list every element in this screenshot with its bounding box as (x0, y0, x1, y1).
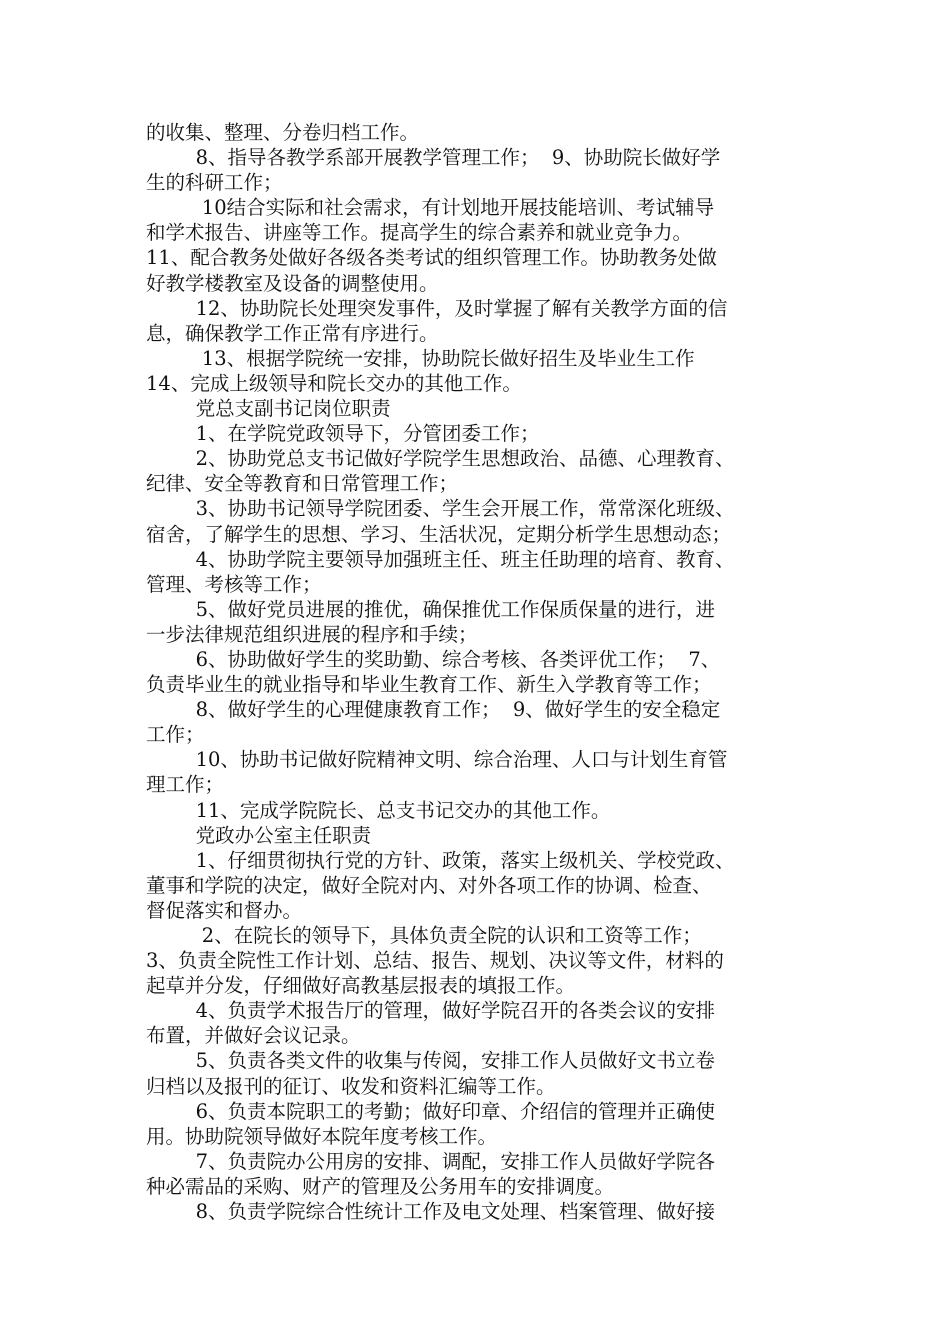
text-line: 4、协助学院主要领导加强班主任、班主任助理的培育、教育、 (146, 547, 735, 571)
text-line: 8、负责学院综合性统计工作及电文处理、档案管理、做好接 (146, 1200, 715, 1224)
text-line: 布置，并做好会议记录。 (146, 1024, 361, 1048)
text-line: 和学术报告、讲座等工作。提高学生的综合素养和就业竞争力。 (146, 221, 693, 245)
text-line: 一步法律规范组织进展的程序和手续； (146, 622, 478, 646)
text-line: 董事和学院的决定，做好全院对内、对外各项工作的协调、检查、 (146, 873, 712, 897)
text-line: 督促落实和督办。 (146, 898, 303, 922)
text-line: 管理、考核等工作； (146, 572, 322, 596)
text-line: 3、协助书记领导学院团委、学生会开展工作，常常深化班级、 (146, 497, 735, 521)
text-line: 5、负责各类文件的收集与传阅，安排工作人员做好文书立卷 (146, 1049, 715, 1073)
text-line: 14、完成上级领导和院长交办的其他工作。 (146, 371, 522, 395)
text-line: 息，确保教学工作正常有序进行。 (146, 321, 439, 345)
section-heading: 党总支副书记岗位职责 (146, 397, 391, 421)
text-line: 5、做好党员进展的推优，确保推优工作保质保量的进行，进 (146, 597, 715, 621)
text-line: 生的科研工作； (146, 171, 283, 195)
text-line: 12、协助院长处理突发事件，及时掌握了解有关教学方面的信 (146, 296, 728, 320)
text-line: 11、完成学院院长、总支书记交办的其他工作。 (146, 798, 611, 822)
text-line: 种必需品的采购、财产的管理及公务用车的安排调度。 (146, 1174, 615, 1198)
text-line: 7、负责院办公用房的安排、调配，安排工作人员做好学院各 (146, 1149, 715, 1173)
text-line: 1、在学院党政领导下，分管团委工作； (146, 422, 540, 446)
text-line: 6、协助做好学生的奖助勤、综合考核、各类评优工作； 7、 (146, 647, 721, 671)
text-line: 8、指导各教学系部开展教学管理工作； 9、协助院长做好学 (146, 146, 721, 170)
text-line: 好教学楼教室及设备的调整使用。 (146, 271, 439, 295)
text-line: 用。协助院领导做好本院年度考核工作。 (146, 1124, 498, 1148)
text-line: 8、做好学生的心理健康教育工作； 9、做好学生的安全稳定 (146, 698, 721, 722)
section-heading: 党政办公室主任职责 (146, 823, 372, 847)
text-line: 10、协助书记做好院精神文明、综合治理、人口与计划生育管 (146, 748, 728, 772)
text-line: 工作； (146, 723, 205, 747)
text-line: 11、配合教务处做好各级各类考试的组织管理工作。协助教务处做 (146, 246, 717, 270)
document-body (146, 120, 816, 1224)
text-line: 归档以及报刊的征订、收发和资料汇编等工作。 (146, 1074, 556, 1098)
text-line: 3、负责全院性工作计划、总结、报告、规划、决议等文件，材料的 (146, 949, 724, 973)
text-line: 4、负责学术报告厅的管理，做好学院召开的各类会议的安排 (146, 999, 715, 1023)
text-line: 2、在院长的领导下，具体负责全院的认识和工资等工作； (146, 924, 702, 947)
text-line: 理工作； (146, 773, 225, 797)
text-line: 负责毕业生的就业指导和毕业生教育工作、新生入学教育等工作； (146, 673, 712, 697)
text-line: 1、仔细贯彻执行党的方针、政策，落实上级机关、学校党政、 (146, 848, 735, 872)
text-line: 13、根据学院统一安排，协助院长做好招生及毕业生工作 (146, 346, 695, 370)
text-line: 的收集、整理、分卷归档工作。 (146, 121, 420, 144)
text-line: 10结合实际和社会需求，有计划地开展技能培训、考试辅导 (146, 196, 715, 220)
text-line: 2、协助党总支书记做好学院学生思想政治、品德、心理教育、 (146, 447, 735, 471)
text-line: 宿舍，了解学生的思想、学习、生活状况，定期分析学生思想动态； (146, 522, 732, 546)
text-line: 6、负责本院职工的考勤；做好印章、介绍信的管理并正确使 (146, 1099, 715, 1123)
text-line: 起草并分发，仔细做好高教基层报表的填报工作。 (146, 974, 576, 998)
text-line: 纪律、安全等教育和日常管理工作； (146, 472, 459, 496)
